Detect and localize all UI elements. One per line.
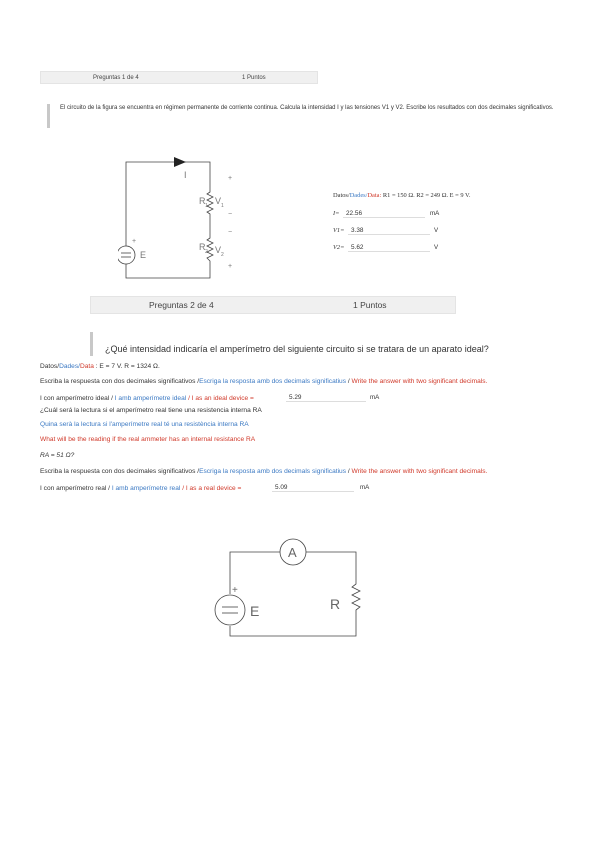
- q2-real-label: I con amperímetro real / I amb amperímetre real / I as a real device =: [40, 485, 242, 492]
- svg-text:2: 2: [221, 252, 224, 258]
- svg-text:V: V: [215, 196, 222, 206]
- wire-bottom: [126, 264, 210, 278]
- answer-i-input[interactable]: 22.56: [343, 209, 425, 218]
- svg-text:+: +: [228, 175, 233, 182]
- resistor-r: [352, 580, 360, 614]
- resistor-r1: [207, 190, 213, 216]
- question-1-statement: [47, 104, 580, 128]
- question-2-title: ¿Qué intensidad indicaría el amperímetro del siguiente circuito si se tratara de un aparato ideal?: [90, 332, 565, 356]
- question-number: Preguntas 1 de 4: [93, 74, 139, 81]
- svg-text:1: 1: [205, 203, 208, 209]
- question-1-header: [40, 71, 318, 84]
- q2-real-question-en: What will be the reading if the real ammeter has an internal resistance RA: [40, 436, 256, 443]
- svg-text:V: V: [215, 245, 222, 255]
- q2-real-question-es: ¿Cuál será la lectura si el amperímetro real tiene una resistencia interna RA: [40, 407, 262, 414]
- svg-text:E: E: [140, 250, 147, 260]
- svg-text:R: R: [199, 196, 206, 206]
- q2-ideal-label: I con amperímetro ideal / I amb amperímetre ideal / I as an ideal device =: [40, 395, 254, 402]
- question-points: 1 Puntos: [353, 300, 387, 310]
- q2-data-line: Datos/Dades/Data : E = 7 V. R = 1324 Ω.: [40, 363, 160, 370]
- svg-text:R: R: [330, 596, 341, 612]
- svg-text:−: −: [228, 211, 233, 218]
- svg-text:+: +: [228, 263, 233, 270]
- resistor-r2: [207, 234, 213, 266]
- svg-text:2: 2: [205, 249, 208, 255]
- q2-ra-value: RA = 51 Ω?: [40, 452, 75, 459]
- question-points: 1 Puntos: [242, 74, 266, 81]
- real-current-input[interactable]: 5.09: [272, 483, 354, 492]
- voltage-source-e: [118, 246, 135, 264]
- statement-text: El circuito de la figura se encuentra en régimen permanente de corriente continua. Calcula la intensidad I y las tensiones V1 y V2. Escribe los resultados con dos decimales significativos.: [60, 105, 554, 111]
- svg-text:1: 1: [221, 203, 224, 209]
- q1-data-line: Datos/Dades/Data: R1 = 150 Ω. R2 = 249 Ω. E = 9 V.: [333, 192, 471, 199]
- svg-text:+: +: [132, 238, 137, 245]
- svg-text:E: E: [250, 603, 260, 619]
- question-number: Preguntas 2 de 4: [149, 300, 214, 310]
- ideal-current-input[interactable]: 5.29: [286, 393, 366, 402]
- question-2-header: [90, 296, 456, 314]
- answer-v1-input[interactable]: 3.38: [348, 226, 430, 235]
- svg-text:−: −: [228, 229, 233, 236]
- wire-bottom: [230, 614, 356, 636]
- current-label: I: [184, 170, 187, 180]
- q2-real-question-ca: Quina serà la lectura si l'amperímetre real té una resistència interna RA: [40, 421, 249, 428]
- ideal-unit: mA: [370, 394, 380, 401]
- q2-instruction-2: Escriba la respuesta con dos decimales significativos /Escriga la resposta amb dos decimals significatius / Write the answer with two significant decimals.: [40, 468, 488, 475]
- real-unit: mA: [360, 484, 370, 491]
- current-arrow-icon: [174, 157, 186, 167]
- circuit-2-diagram: [210, 536, 370, 646]
- wire-top: [126, 162, 210, 246]
- voltage-source-e: [215, 595, 245, 625]
- answer-v2-input[interactable]: 5.62: [348, 243, 430, 252]
- svg-text:+: +: [232, 585, 238, 596]
- svg-text:A: A: [288, 545, 297, 560]
- circuit-1-diagram: [118, 154, 258, 284]
- svg-text:R: R: [199, 242, 206, 252]
- q2-instruction: Escriba la respuesta con dos decimales significativos /Escriga la resposta amb dos decimals significatius / Write the answer with two significant decimals.: [40, 378, 488, 385]
